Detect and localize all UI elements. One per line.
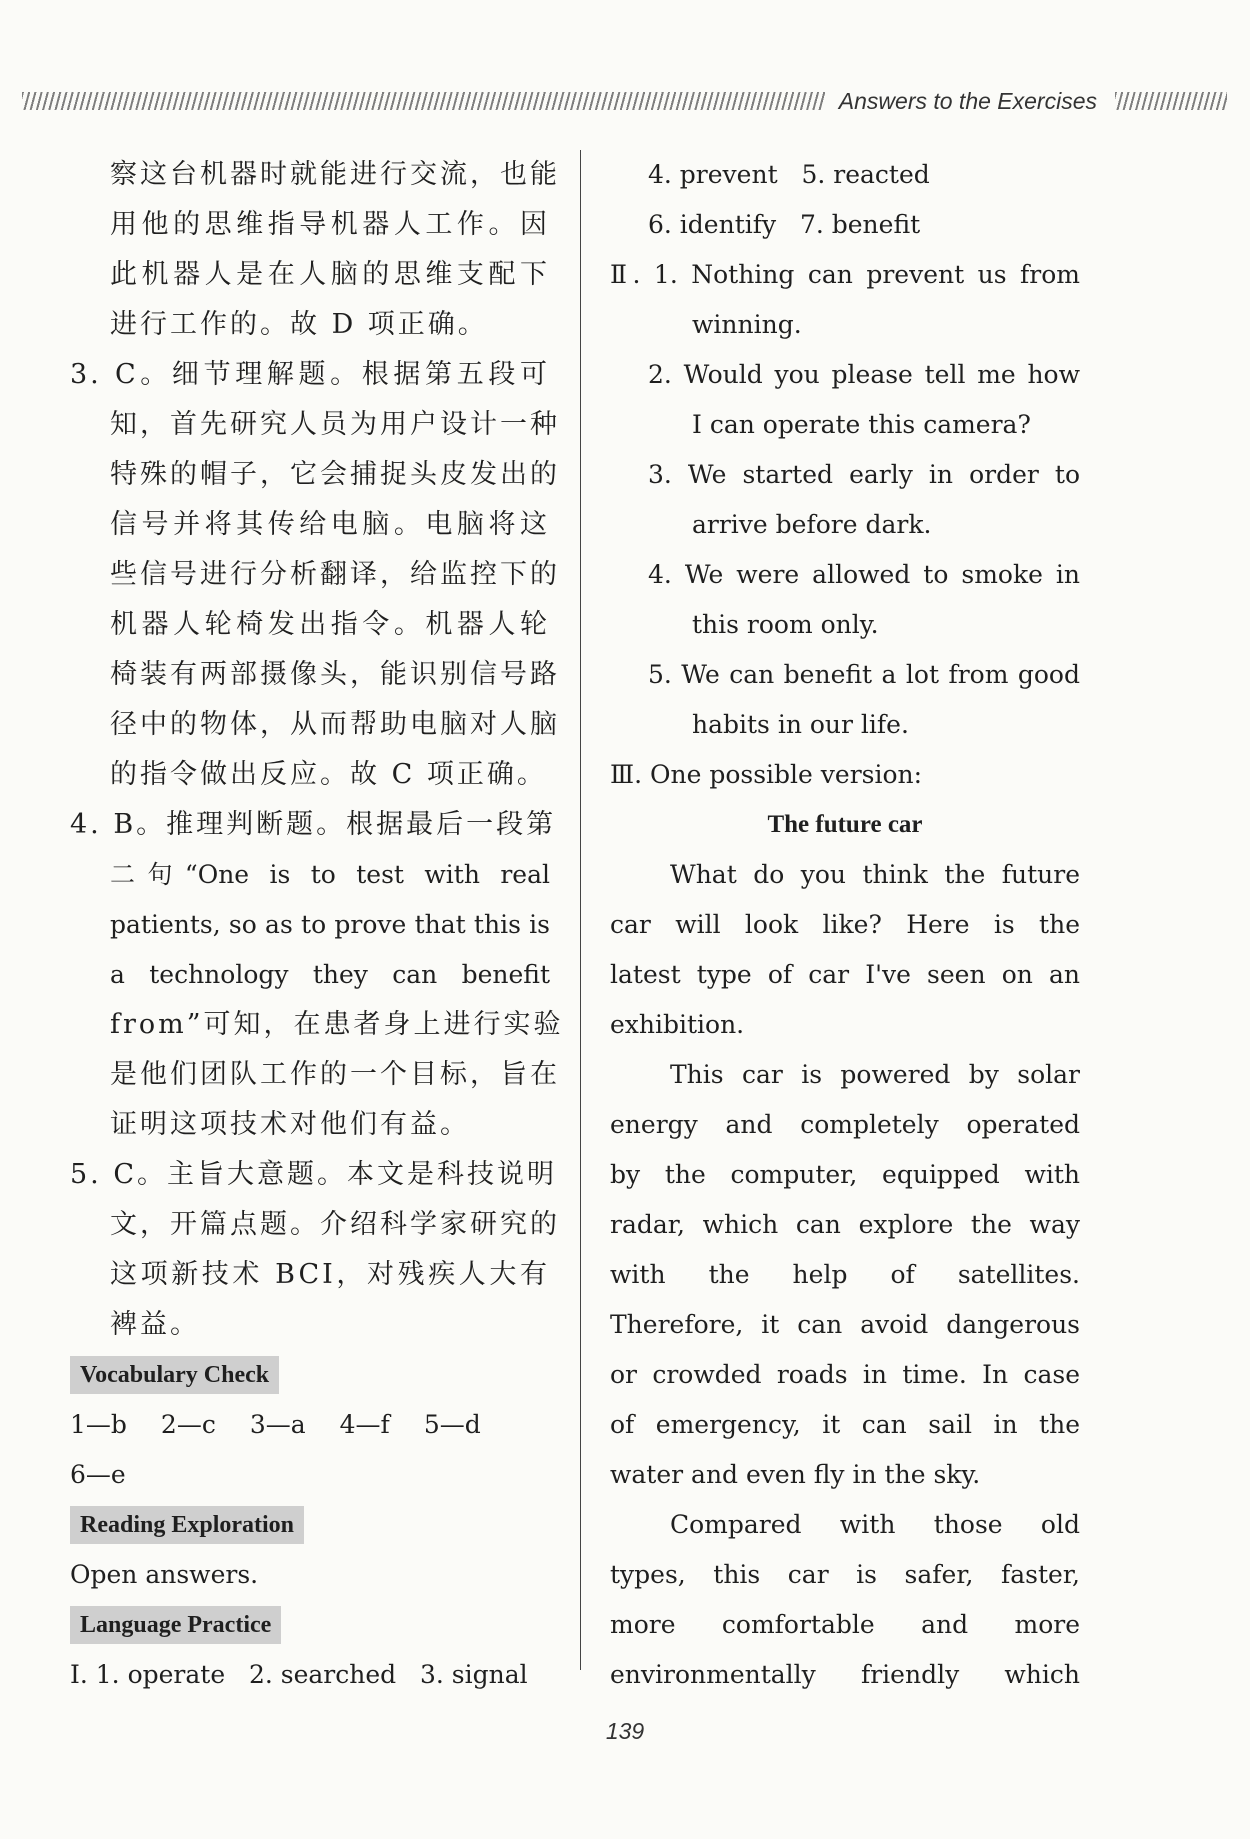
language-part-1: Ⅰ. 1. operate 2. searched 3. signal xyxy=(70,1660,528,1689)
text-line: 些信号进行分析翻译，给监控下的 xyxy=(110,559,560,590)
left-column xyxy=(70,150,564,1700)
essay-line: by the computer, equipped with xyxy=(610,1160,1080,1189)
answer-item: Ⅱ. 1. Nothing can prevent us from xyxy=(610,260,1080,289)
text-line: 文，开篇点题。介绍科学家研究的 xyxy=(110,1209,560,1240)
answer-item: 2. Would you please tell me how xyxy=(648,360,1080,389)
right-column xyxy=(610,150,1080,1700)
essay-line: more comfortable and more xyxy=(610,1610,1080,1639)
header-hatch-left xyxy=(22,92,825,110)
essay-line: latest type of car I've seen on an xyxy=(610,960,1080,989)
essay-line: with the help of satellites. xyxy=(610,1260,1080,1289)
column-divider xyxy=(580,150,581,1670)
essay-line: or crowded roads in time. In case xyxy=(610,1360,1080,1389)
text-line: 机器人轮椅发出指令。机器人轮 xyxy=(110,609,550,640)
answer-item: 4. We were allowed to smoke in xyxy=(648,560,1080,589)
text-line: 二句“One is to test with real xyxy=(110,860,550,889)
page-header xyxy=(22,84,1227,118)
essay-line: What do you think the future xyxy=(670,860,1080,889)
text-line: 用他的思维指导机器人工作。因 xyxy=(110,209,550,240)
text-line: this room only. xyxy=(692,610,879,639)
header-hatch-right xyxy=(1115,92,1227,110)
text-line: 裨益。 xyxy=(110,1309,200,1340)
text-line: 椅装有两部摄像头，能识别信号路 xyxy=(110,659,560,690)
text-line: 4. prevent 5. reacted xyxy=(648,160,930,189)
answer-item: 3. C。细节理解题。根据第五段可 xyxy=(70,359,550,390)
text-line: 进行工作的。故 D 项正确。 xyxy=(110,309,488,340)
vocab-answer: 2—c xyxy=(160,1410,216,1439)
answer-item: 3. We started early in order to xyxy=(648,460,1080,489)
page-number: 139 xyxy=(605,1718,645,1744)
text-line: 的指令做出反应。故 C 项正确。 xyxy=(110,759,547,790)
essay-line: water and even fly in the sky. xyxy=(610,1460,981,1489)
vocab-answer: 6—e xyxy=(70,1460,126,1489)
section-heading: Vocabulary Check xyxy=(70,1356,279,1394)
header-title: Answers to the Exercises xyxy=(838,87,1097,114)
essay-line: of emergency, it can sail in the xyxy=(610,1410,1080,1439)
text-line: arrive before dark. xyxy=(692,510,932,539)
reading-answer: Open answers. xyxy=(70,1560,259,1589)
text-line: 信号并将其传给电脑。电脑将这 xyxy=(110,509,550,540)
vocab-answer: 1—b xyxy=(70,1410,127,1439)
text-line: 察这台机器时就能进行交流，也能 xyxy=(110,159,560,190)
text-line: 知，首先研究人员为用户设计一种 xyxy=(110,409,560,440)
section-heading: Reading Exploration xyxy=(70,1506,304,1544)
language-section xyxy=(70,1600,550,1650)
answer-item: Ⅲ. One possible version: xyxy=(610,760,923,789)
essay-line: This car is powered by solar xyxy=(670,1060,1080,1089)
text-line: from”可知，在患者身上进行实验 xyxy=(110,1009,564,1040)
vocabulary-section xyxy=(70,1350,550,1400)
essay-line: types, this car is safer, faster, xyxy=(610,1560,1080,1589)
essay-line: Therefore, it can avoid dangerous xyxy=(610,1310,1080,1339)
essay-line: exhibition. xyxy=(610,1010,745,1039)
section-heading: Language Practice xyxy=(70,1606,281,1644)
text-line: I can operate this camera? xyxy=(692,410,1031,439)
text-line: a technology they can benefit xyxy=(110,960,550,989)
text-line: 6. identify 7. benefit xyxy=(648,210,921,239)
essay-line: environmentally friendly which xyxy=(610,1660,1080,1689)
text-line: habits in our life. xyxy=(692,710,909,739)
text-line: winning. xyxy=(692,310,802,339)
answer-item: 5. C。主旨大意题。本文是科技说明 xyxy=(70,1159,558,1190)
vocab-answer: 4—f xyxy=(339,1410,390,1439)
vocab-answer: 5—d xyxy=(423,1410,481,1439)
essay-line: energy and completely operated xyxy=(610,1110,1080,1139)
vocabulary-answers xyxy=(70,1400,550,1450)
reading-section xyxy=(70,1500,550,1550)
essay-line: Compared with those old xyxy=(670,1510,1080,1539)
essay-line: radar, which can explore the way xyxy=(610,1210,1080,1239)
text-line: 此机器人是在人脑的思维支配下 xyxy=(110,259,550,290)
text-line: 径中的物体，从而帮助电脑对人脑 xyxy=(110,709,560,740)
answer-item: 5. We can benefit a lot from good xyxy=(648,660,1080,689)
answer-item: 4. B。推理判断题。根据最后一段第 xyxy=(70,809,557,840)
essay-line: car will look like? Here is the xyxy=(610,910,1080,939)
text-line: 特殊的帽子，它会捕捉头皮发出的 xyxy=(110,459,560,490)
text-line: 证明这项技术对他们有益。 xyxy=(110,1109,470,1140)
text-line: patients, so as to prove that this is xyxy=(110,910,550,939)
essay-title: The future car xyxy=(767,811,923,838)
text-line: 这项新技术 BCI，对残疾人大有 xyxy=(110,1259,550,1290)
text-line: 是他们团队工作的一个目标，旨在 xyxy=(110,1059,560,1090)
vocab-answer: 3—a xyxy=(249,1410,306,1439)
